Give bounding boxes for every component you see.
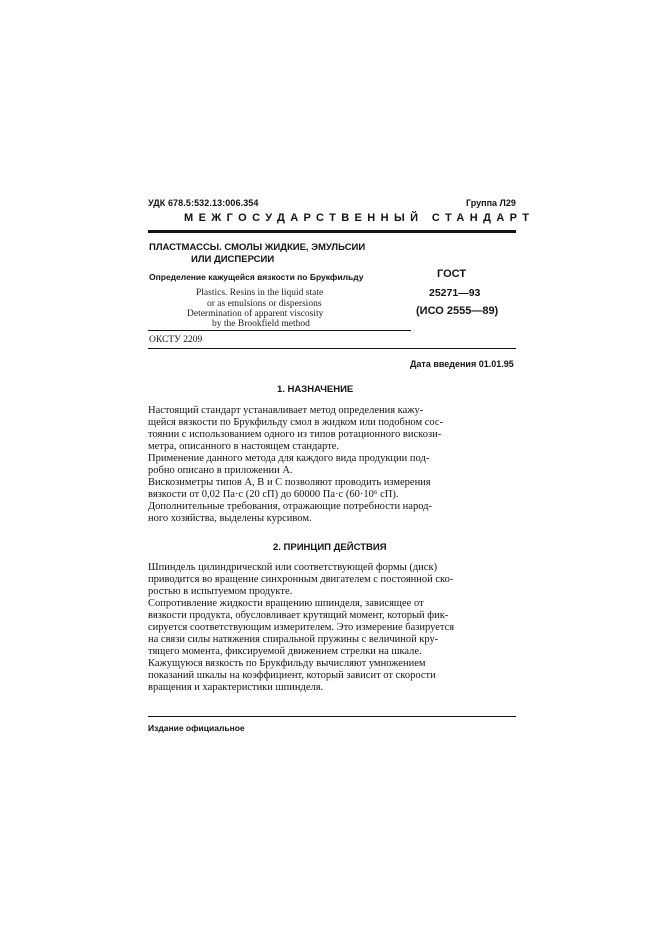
introduction-date: Дата введения 01.01.95	[410, 359, 514, 369]
footer-rule	[148, 716, 516, 717]
section-1-line: Дополнительные требования, отражающие потребности народ-	[148, 501, 433, 512]
gost-number: 25271—93	[429, 287, 481, 299]
section-1-line: тоянии с использованием одного из типов ротационного вискози-	[148, 429, 442, 440]
okstu-rule	[148, 330, 411, 331]
section-2-line: сируется соответствующим измерителем. Это измерение базируется	[148, 622, 455, 633]
section-1-line: Применение данного метода для каждого вида продукции под-	[148, 453, 430, 464]
english-title-line-3: Determination of apparent viscosity	[187, 309, 324, 319]
section-2-line: Шпиндель цилиндрической или соответствующей формы (диск)	[148, 562, 438, 573]
section-1-line: Вискозиметры типов А, В и С позволяют проводить измерения	[148, 477, 431, 488]
english-title-line-4: by the Brookfield method	[212, 319, 310, 329]
title-subtitle: Определение кажущейся вязкости по Брукфильду	[149, 272, 364, 282]
section-1-line: робно описано в приложении А.	[148, 465, 293, 476]
section-1-heading: 1. НАЗНАЧЕНИЕ	[277, 384, 354, 395]
section-2-line: на связи силы натяжения спиральной пружины с величиной кру-	[148, 634, 439, 645]
english-title-line-1: Plastics. Resins in the liquid state	[196, 288, 324, 298]
title-line-2: ИЛИ ДИСПЕРСИИ	[191, 254, 275, 265]
official-edition-label: Издание официальное	[148, 723, 245, 733]
section-2-line: Сопротивление жидкости вращению шпинделя, зависящее от	[148, 598, 424, 609]
section-2-line: вязкости продукта, обусловливает крутящий момент, который фик-	[148, 610, 449, 621]
section-1-line: Настоящий стандарт устанавливает метод определения кажу-	[148, 405, 424, 416]
udk-code: УДК 678.5:532.13:006.354	[148, 198, 259, 208]
section-2-line: вращения и характеристики шпинделя.	[148, 682, 324, 693]
iso-reference: (ИСО 2555—89)	[416, 305, 499, 317]
okstu-code: ОКСТУ 2209	[149, 335, 203, 345]
section-2-heading: 2. ПРИНЦИП ДЕЙСТВИЯ	[273, 542, 387, 553]
title-line-1: ПЛАСТМАССЫ. СМОЛЫ ЖИДКИЕ, ЭМУЛЬСИИ	[149, 242, 366, 253]
section-2-line: тящего момента, фиксируемой движением стрелки на шкале.	[148, 646, 422, 657]
gost-label: ГОСТ	[437, 268, 467, 280]
date-rule	[148, 348, 516, 349]
section-1-line: ного хозяйства, выделены курсивом.	[148, 513, 312, 524]
header-rule	[148, 230, 516, 233]
section-2-line: ростью в испытуемом продукте.	[148, 586, 293, 597]
section-1-line: вязкости от 0,02 Па·с (20 сП) до 60000 Па·с (60·10⁶ сП).	[148, 489, 399, 500]
section-2-line: Кажущуюся вязкость по Брукфильду вычисляют умножением	[148, 658, 426, 669]
section-1-line: метра, описанного в настоящем стандарте.	[148, 441, 340, 452]
section-1-line: щейся вязкости по Брукфильду смол в жидком или подобном сос-	[148, 417, 444, 428]
group-code: Группа Л29	[466, 198, 516, 208]
section-2-line: приводится во вращение синхронным двигателем с постоянной ско-	[148, 574, 454, 585]
english-title-line-2: or as emulsions or dispersions	[207, 299, 322, 309]
standard-type-heading: МЕЖГОСУДАРСТВЕННЫЙ СТАНДАРТ	[184, 212, 535, 224]
section-2-line: показаний шкалы на коэффициент, который зависит от скорости	[148, 670, 436, 681]
